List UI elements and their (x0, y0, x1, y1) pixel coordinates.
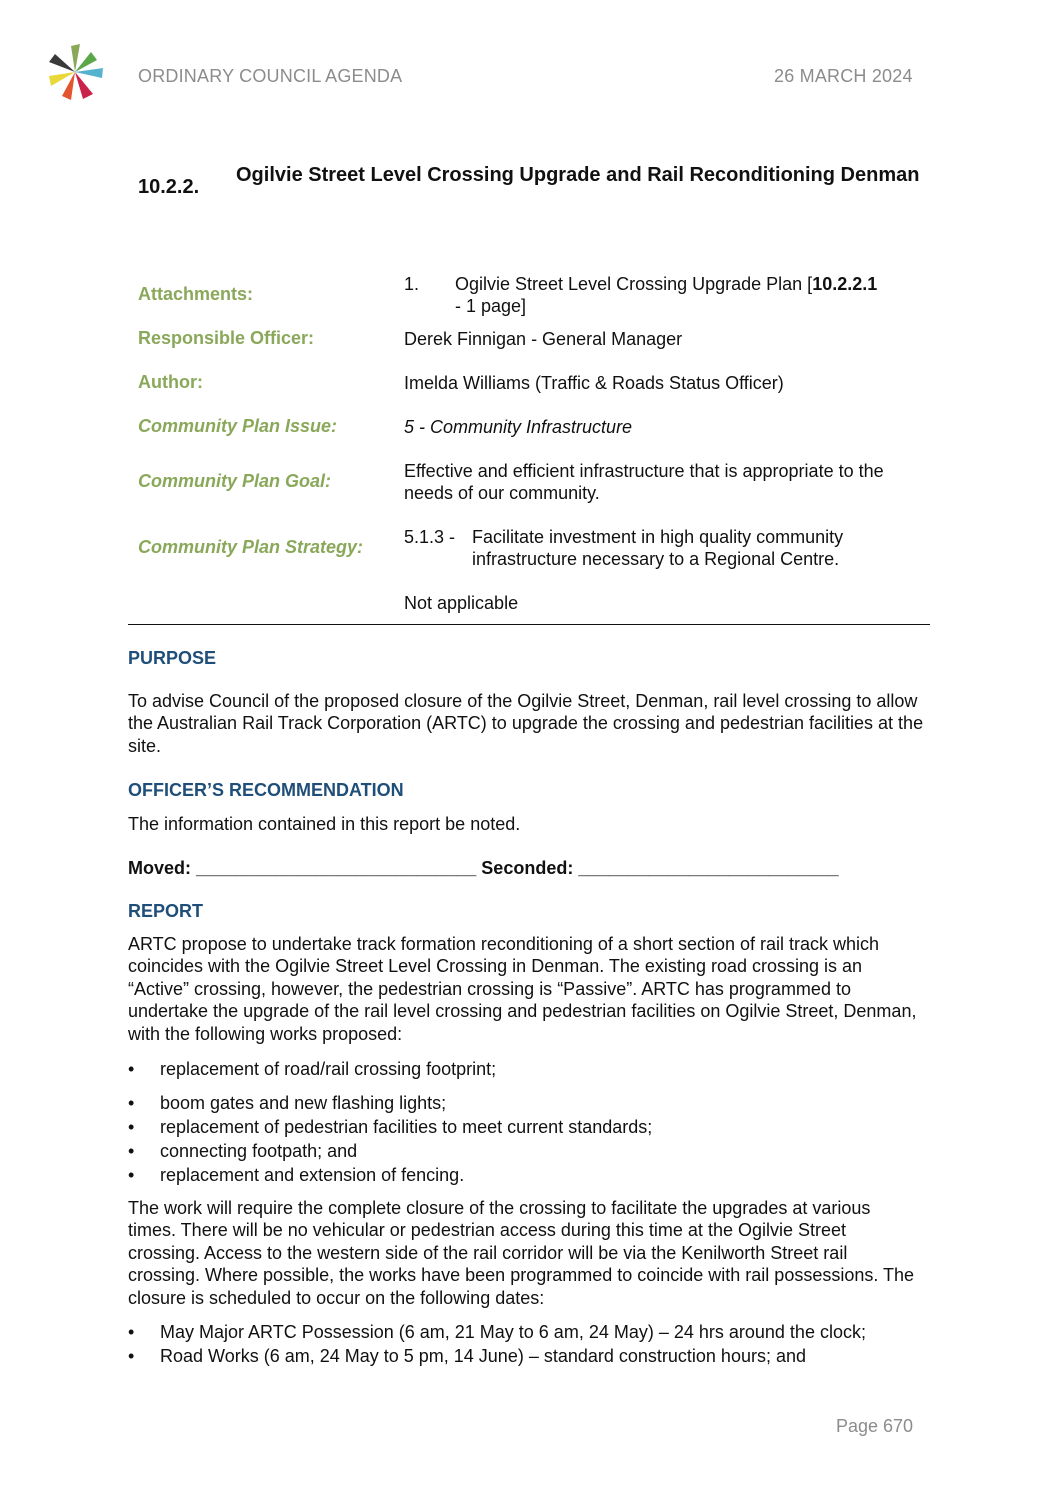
report-intro: ARTC propose to undertake track formation reconditioning of a short section of rail track which coincides with the Ogilvie Street Level Crossing in Denman. The existing road crossing is an “Active” crossing, however, the pedestrian crossing is “Passive”. ARTC has programmed to undertake the upgrade of the rail level crossing and pedestrian facilities on Ogilvie Street, Denman, with the following works proposed: (128, 934, 917, 1044)
recommendation-heading: OFFICER’S RECOMMENDATION (128, 780, 404, 800)
header-date: 26 MARCH 2024 (774, 66, 913, 86)
list-item: • replacement of road/rail crossing footprint; (128, 1057, 938, 1081)
moved-seconded-line: Moved: ____________________________ Seconded: __________________________ (128, 858, 839, 878)
purpose-text: To advise Council of the proposed closure of the Ogilvie Street, Denman, rail level crossing to allow the Australian Rail Track Corporation (ARTC) to upgrade the crossing and pedestrian facilities at the site. (128, 691, 924, 756)
council-logo (44, 40, 106, 104)
not-applicable-value: Not applicable (404, 593, 519, 613)
attachment-number: 1. (404, 274, 420, 294)
attachments-label: Attachments: (138, 284, 254, 304)
works-list (128, 1091, 938, 1187)
purpose-heading: PURPOSE (128, 648, 217, 668)
community-plan-issue-value: 5 - Community Infrastructure (404, 417, 633, 437)
dates-list (128, 1320, 938, 1368)
author-value: Imelda Williams (Traffic & Roads Status Officer) (404, 373, 784, 393)
page-number: Page 670 (836, 1416, 914, 1436)
list-item: • boom gates and new flashing lights; (128, 1091, 938, 1115)
responsible-officer-value: Derek Finnigan - General Manager (404, 329, 683, 349)
list-item: • replacement and extension of fencing. (128, 1163, 938, 1187)
responsible-officer-label: Responsible Officer: (138, 328, 315, 348)
community-plan-strategy-number: 5.1.3 - (404, 527, 456, 547)
item-number: 10.2.2. (138, 176, 200, 198)
item-title: Ogilvie Street Level Crossing Upgrade and Rail Reconditioning Denman (236, 164, 920, 186)
community-plan-issue-label: Community Plan Issue: (138, 416, 338, 436)
list-item: • May Major ARTC Possession (6 am, 21 May to 6 am, 24 May) – 24 hrs around the clock; (128, 1320, 938, 1344)
community-plan-goal-label: Community Plan Goal: (138, 471, 332, 491)
community-plan-goal-value: Effective and efficient infrastructure that is appropriate to the needs of our community. (404, 461, 884, 503)
list-item: • connecting footpath; and (128, 1139, 938, 1163)
author-label: Author: (138, 372, 203, 392)
section-divider (128, 624, 930, 625)
list-item: • Road Works (6 am, 24 May to 5 pm, 14 June) – standard construction hours; and (128, 1344, 938, 1368)
list-item: • replacement of pedestrian facilities to meet current standards; (128, 1115, 938, 1139)
attachment-tail: - 1 page] (455, 296, 527, 316)
closure-text: The work will require the complete closure of the crossing to facilitate the upgrades at various times. There will be no vehicular or pedestrian access during this time at the Ogilvie Street crossing. Access to the western side of the rail corridor will be via the Kenilworth Street rail crossing. Where possible, the works have been programmed to coincide with rail possessions. The closure is scheduled to occur on the following dates: (128, 1198, 915, 1308)
works-list-first (128, 1057, 938, 1081)
report-heading: REPORT (128, 901, 204, 921)
community-plan-strategy-value: Facilitate investment in high quality community infrastructure necessary to a Regional Centre. (472, 527, 844, 569)
attachment-item (455, 273, 925, 317)
community-plan-strategy-label: Community Plan Strategy: (138, 537, 364, 557)
header-title: ORDINARY COUNCIL AGENDA (138, 66, 403, 86)
recommendation-text: The information contained in this report be noted. (128, 814, 521, 834)
attachment-ref[interactable]: 10.2.2.1 (812, 274, 878, 294)
attachment-text: Ogilvie Street Level Crossing Upgrade Plan [ (455, 274, 813, 294)
